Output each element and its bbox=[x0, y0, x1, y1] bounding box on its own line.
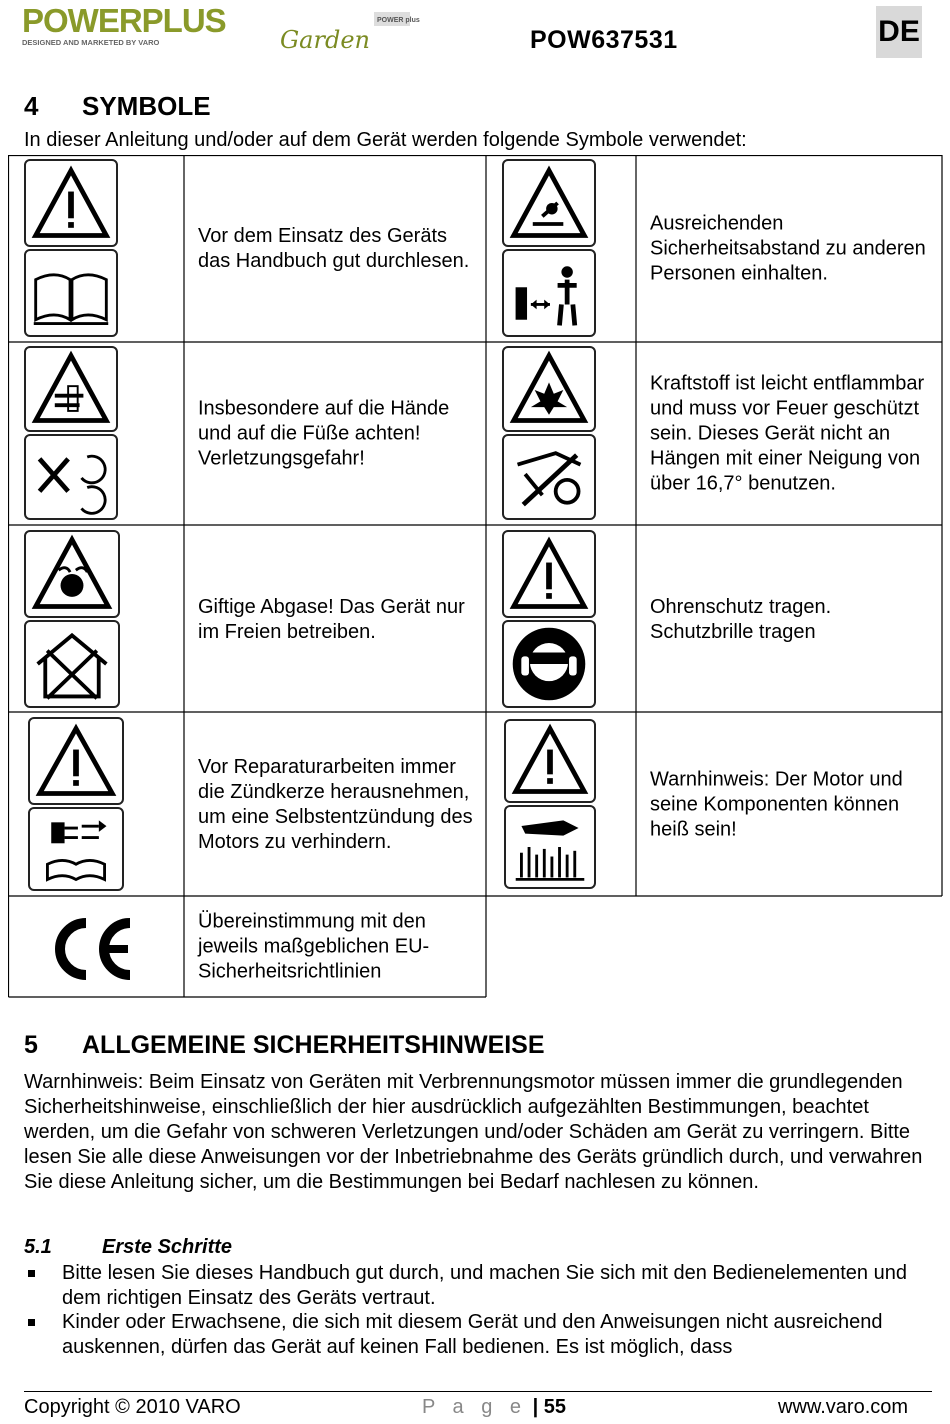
subsection-number: 5.1 bbox=[24, 1236, 52, 1258]
bullet-item-1: Bitte lesen Sie dieses Handbuch gut durch, und machen Sie sich mit den Bedienelementen und dem richtigen Einsatz des Geräts vertraut. bbox=[24, 1261, 924, 1311]
svg-text:POWERPLUS: POWERPLUS bbox=[22, 4, 226, 39]
symbol-text-3: Insbesondere auf die Hände und auf die Füße achten! Verletzungsgefahr! bbox=[198, 397, 450, 470]
symbol-text-1: Vor dem Einsatz des Geräts das Handbuch gut durchlesen. bbox=[198, 225, 470, 272]
hot-surface-icon bbox=[504, 805, 596, 889]
hand-cut-warning-icon bbox=[24, 346, 118, 432]
toxic-fumes-warning-icon bbox=[24, 530, 120, 618]
powerplus-garden-logo bbox=[22, 4, 422, 52]
subsection-title: Erste Schritte bbox=[102, 1236, 233, 1258]
section-number: 5 bbox=[24, 1031, 38, 1059]
section-intro: In dieser Anleitung und/oder auf dem Gerät werden folgende Symbole verwendet: bbox=[24, 129, 747, 151]
slope-icon bbox=[502, 434, 596, 520]
symbols-table bbox=[8, 155, 943, 998]
safety-distance-icon bbox=[502, 249, 596, 337]
fire-warning-icon bbox=[502, 346, 596, 432]
section-number: 4 bbox=[24, 91, 39, 121]
symbol-text-5: Giftige Abgase! Das Gerät nur im Freien betreiben. bbox=[198, 596, 465, 643]
symbol-text-8: Warnhinweis: Der Motor und seine Komponenten können heiß sein! bbox=[650, 768, 903, 841]
warning-icon bbox=[504, 719, 596, 803]
bullet-item-2: Kinder oder Erwachsene, die sich mit diesem Gerät und den Anweisungen nicht ausreichend auskennen, dürfen das Gerät auf keinen Fall bedienen. Es ist möglich, dass bbox=[24, 1310, 924, 1360]
warning-icon bbox=[502, 530, 596, 618]
footer-page: P a g e | 55 bbox=[422, 1396, 566, 1418]
symbol-text-2: Ausreichenden Sicherheitsabstand zu anderen Personen einhalten. bbox=[650, 212, 926, 285]
section-4-heading bbox=[24, 91, 211, 122]
model-number: POW637531 bbox=[530, 26, 678, 54]
section-title: SYMBOLE bbox=[82, 91, 211, 121]
safety-paragraph: Warnhinweis: Beim Einsatz von Geräten mit Verbrennungsmotor müssen immer die grundlegenden Sicherheitshinweise, einschließlich der hier ausdrücklich aufgezählten Bestimmungen, beachtet werden, um die Gefahr von schweren Verletzungen und/oder Schäden am Gerät zu verringern. Bitte lesen Sie alle diese Anweisungen vor der Inbetriebnahme des Geräts gründlich durch, und verwahren Sie diese Anleitung sicher, um die Bestimmungen bei Bedarf nachlesen zu können. bbox=[24, 1071, 923, 1193]
section-title: ALLGEMEINE SICHERHEITSHINWEISE bbox=[82, 1031, 545, 1059]
warning-icon bbox=[28, 717, 124, 805]
symbol-text-7: Vor Reparaturarbeiten immer die Zündkerze herausnehmen, um eine Selbstentzündung des Motors zu verhindern. bbox=[198, 756, 473, 853]
symbol-text-9: Übereinstimmung mit den jeweils maßgeblichen EU-Sicherheitsrichtlinien bbox=[198, 910, 430, 983]
projectile-warning-icon bbox=[502, 159, 596, 247]
footer-copyright: Copyright © 2010 VARO bbox=[24, 1396, 241, 1418]
svg-text:Garden: Garden bbox=[280, 26, 370, 52]
symbol-text-4: Kraftstoff ist leicht entflammbar und muss vor Feuer geschützt sein. Dieses Gerät nicht an Hängen mit einer Neigung von über 16,7° benutzen. bbox=[650, 372, 925, 495]
page-label: P a g e bbox=[422, 1396, 528, 1418]
manual-book-icon bbox=[24, 249, 118, 337]
no-indoor-icon bbox=[24, 620, 120, 708]
ce-mark-icon bbox=[42, 907, 142, 987]
foot-blade-icon bbox=[24, 434, 118, 520]
ear-eye-protection-icon bbox=[502, 620, 596, 708]
section-5-heading bbox=[24, 1031, 545, 1060]
page-number: 55 bbox=[543, 1396, 566, 1418]
footer-website[interactable]: www.varo.com bbox=[778, 1396, 909, 1418]
symbol-text-6: Ohrenschutz tragen. Schutzbrille tragen bbox=[650, 596, 832, 643]
subsection-heading bbox=[24, 1236, 232, 1259]
footer-divider bbox=[24, 1391, 932, 1392]
warning-icon bbox=[24, 159, 118, 247]
language-badge: DE bbox=[876, 6, 922, 58]
spark-plug-manual-icon bbox=[28, 807, 124, 891]
svg-text:POWER plus: POWER plus bbox=[377, 17, 420, 24]
svg-text:DESIGNED AND MARKETED BY VARO: DESIGNED AND MARKETED BY VARO bbox=[22, 38, 160, 47]
